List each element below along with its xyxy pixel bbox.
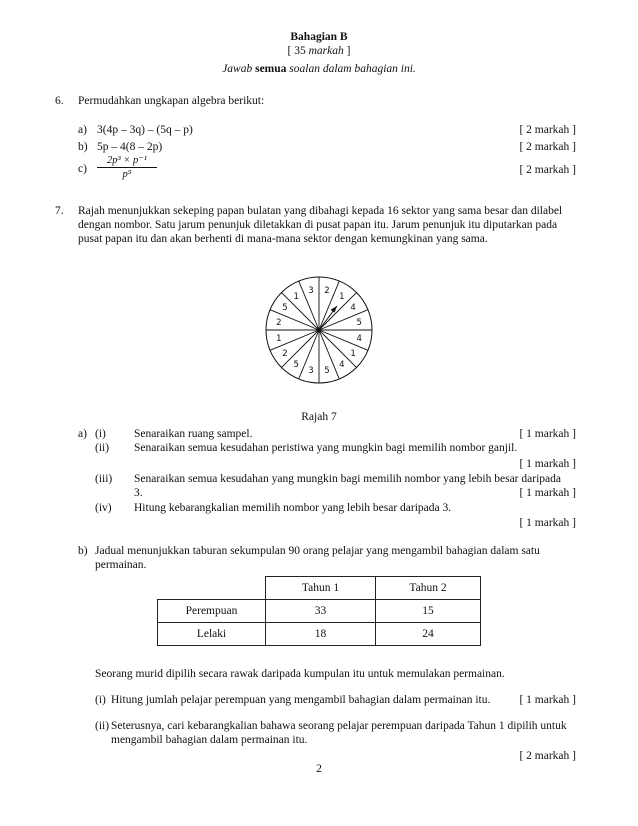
- table-cell: 24: [376, 623, 481, 646]
- marks-word: markah: [308, 45, 344, 57]
- table-header-cell: Tahun 2: [376, 577, 481, 600]
- section-marks: [0, 45, 638, 57]
- q6c-marks: [ 2 markah ]: [519, 164, 576, 176]
- spinner-sector-label: 3: [308, 366, 314, 377]
- q7a-iv-marks: [ 1 markah ]: [519, 517, 576, 529]
- table-cell: 18: [266, 623, 376, 646]
- q6c-fraction: [97, 154, 157, 180]
- q7b-i-marks: [ 1 markah ]: [519, 694, 576, 706]
- figure-caption: Rajah 7: [301, 411, 337, 423]
- q6c-numerator: 2p³ × p⁻¹: [97, 154, 157, 168]
- table-header-row: [158, 577, 481, 600]
- instruction-part-1: Jawab: [222, 63, 256, 75]
- q7b-i-label: (i): [95, 694, 106, 706]
- q6b-label: b): [78, 141, 88, 153]
- table-cell: 15: [376, 600, 481, 623]
- marks-open: [ 35: [287, 45, 309, 57]
- q7a-i-label: (i): [95, 428, 106, 440]
- q7a-i-marks: [ 1 markah ]: [519, 428, 576, 440]
- q7b-intro-line-2: permainan.: [95, 559, 147, 571]
- spinner-sector-label: 1: [293, 291, 299, 302]
- table-corner-cell: [158, 577, 266, 600]
- q7a-label: a): [78, 428, 87, 440]
- q6c-denominator: p⁵: [122, 169, 132, 180]
- spinner-sector-label: 2: [276, 318, 282, 328]
- spinner-sector-label: 4: [350, 303, 356, 314]
- q7-intro-line-1: Rajah menunjukkan sekeping papan bulatan yang dibahagi kepada 16 sektor yang sama besar dan dilabel: [78, 205, 563, 217]
- q6c-label: c): [78, 163, 87, 175]
- spinner-sector-label: 5: [282, 303, 288, 314]
- q6a-marks: [ 2 markah ]: [519, 124, 576, 136]
- q6b-marks: [ 2 markah ]: [519, 141, 576, 153]
- q6-text: Permudahkan ungkapan algebra berikut:: [78, 95, 265, 107]
- q7a-iii-text-line-2: 3.: [134, 487, 143, 499]
- q7a-iii-marks: [ 1 markah ]: [519, 487, 576, 499]
- instruction-part-3: soalan dalam bahagian ini.: [286, 63, 416, 75]
- q7-number: 7.: [55, 205, 64, 217]
- section-instruction: [0, 63, 638, 75]
- q6b-expression: 5p – 4(8 – 2p): [97, 141, 163, 153]
- spinner-sector-label: 4: [339, 360, 345, 371]
- q7-intro-line-2: dengan nombor. Satu jarum penunjuk diletakkan di pusat papan itu. Jarum penunjuk itu diputarkan pada: [78, 219, 558, 231]
- q7b-note: Seorang murid dipilih secara rawak daripada kumpulan itu untuk memulakan permainan.: [95, 668, 505, 680]
- spinner-sector-label: 1: [276, 334, 282, 344]
- spinner-sector-label: 2: [282, 348, 288, 359]
- spinner-sector-label: 5: [293, 360, 299, 371]
- q7b-label: b): [78, 545, 88, 557]
- needle-arrowhead-icon: [331, 306, 338, 313]
- table-row-label: Lelaki: [158, 623, 266, 646]
- q7b-ii-text-line-1: Seterusnya, cari kebarangkalian bahawa seorang pelajar perempuan daripada Tahun 1 dipilih untuk: [111, 720, 567, 732]
- q7-intro-line-3: pusat papan itu dan akan berhenti di mana-mana sektor dengan kemungkinan yang sama.: [78, 233, 488, 245]
- table-row: [158, 623, 481, 646]
- table-header-cell: Tahun 1: [266, 577, 376, 600]
- q7b-ii-text-line-2: mengambil bahagian dalam permainan itu.: [111, 734, 308, 746]
- student-distribution-table: [157, 576, 481, 646]
- section-title: Bahagian B: [290, 31, 348, 43]
- q7b-ii-label: (ii): [95, 720, 110, 732]
- spinner-sector-label: 1: [339, 291, 345, 302]
- table-cell: 33: [266, 600, 376, 623]
- q6a-label: a): [78, 124, 87, 136]
- q7a-iv-text: Hitung kebarangkalian memilih nombor yang lebih besar daripada 3.: [134, 502, 452, 514]
- spinner-sector-label: 3: [308, 285, 314, 296]
- spinner-sector-label: 5: [356, 318, 362, 328]
- spinner-sector-label: 4: [356, 334, 362, 344]
- q6a-expression: 3(4p – 3q) – (5q – p): [97, 124, 193, 136]
- q7b-ii-marks: [ 2 markah ]: [519, 750, 576, 762]
- q7a-iii-text-line-1: Senaraikan semua kesudahan yang mungkin bagi memilih nombor yang lebih besar daripada: [134, 473, 561, 485]
- q7b-intro-line-1: Jadual menunjukkan taburan sekumpulan 90 orang pelajar yang mengambil bahagian dalam satu: [95, 545, 540, 557]
- table-row: [158, 600, 481, 623]
- page-number: 2: [316, 763, 322, 775]
- q7a-iii-label: (iii): [95, 473, 113, 485]
- q7a-ii-label: (ii): [95, 442, 110, 454]
- spinner-sector-label: 2: [324, 285, 330, 296]
- q7a-i-text: Senaraikan ruang sampel.: [134, 428, 253, 440]
- q6-number: 6.: [55, 95, 64, 107]
- q7a-ii-marks: [ 1 markah ]: [519, 458, 576, 470]
- spinner-board: [259, 270, 379, 390]
- q7a-ii-text: Senaraikan semua kesudahan peristiwa yang mungkin bagi memilih nombor ganjil.: [134, 442, 518, 454]
- q7b-i-text: Hitung jumlah pelajar perempuan yang mengambil bahagian dalam permainan itu.: [111, 694, 491, 706]
- spinner-sector-label: 5: [324, 366, 330, 377]
- spinner-sector-label: 1: [350, 348, 356, 359]
- table-row-label: Perempuan: [158, 600, 266, 623]
- instruction-part-2: semua: [255, 63, 287, 75]
- marks-close: ]: [343, 45, 351, 57]
- q7a-iv-label: (iv): [95, 502, 112, 514]
